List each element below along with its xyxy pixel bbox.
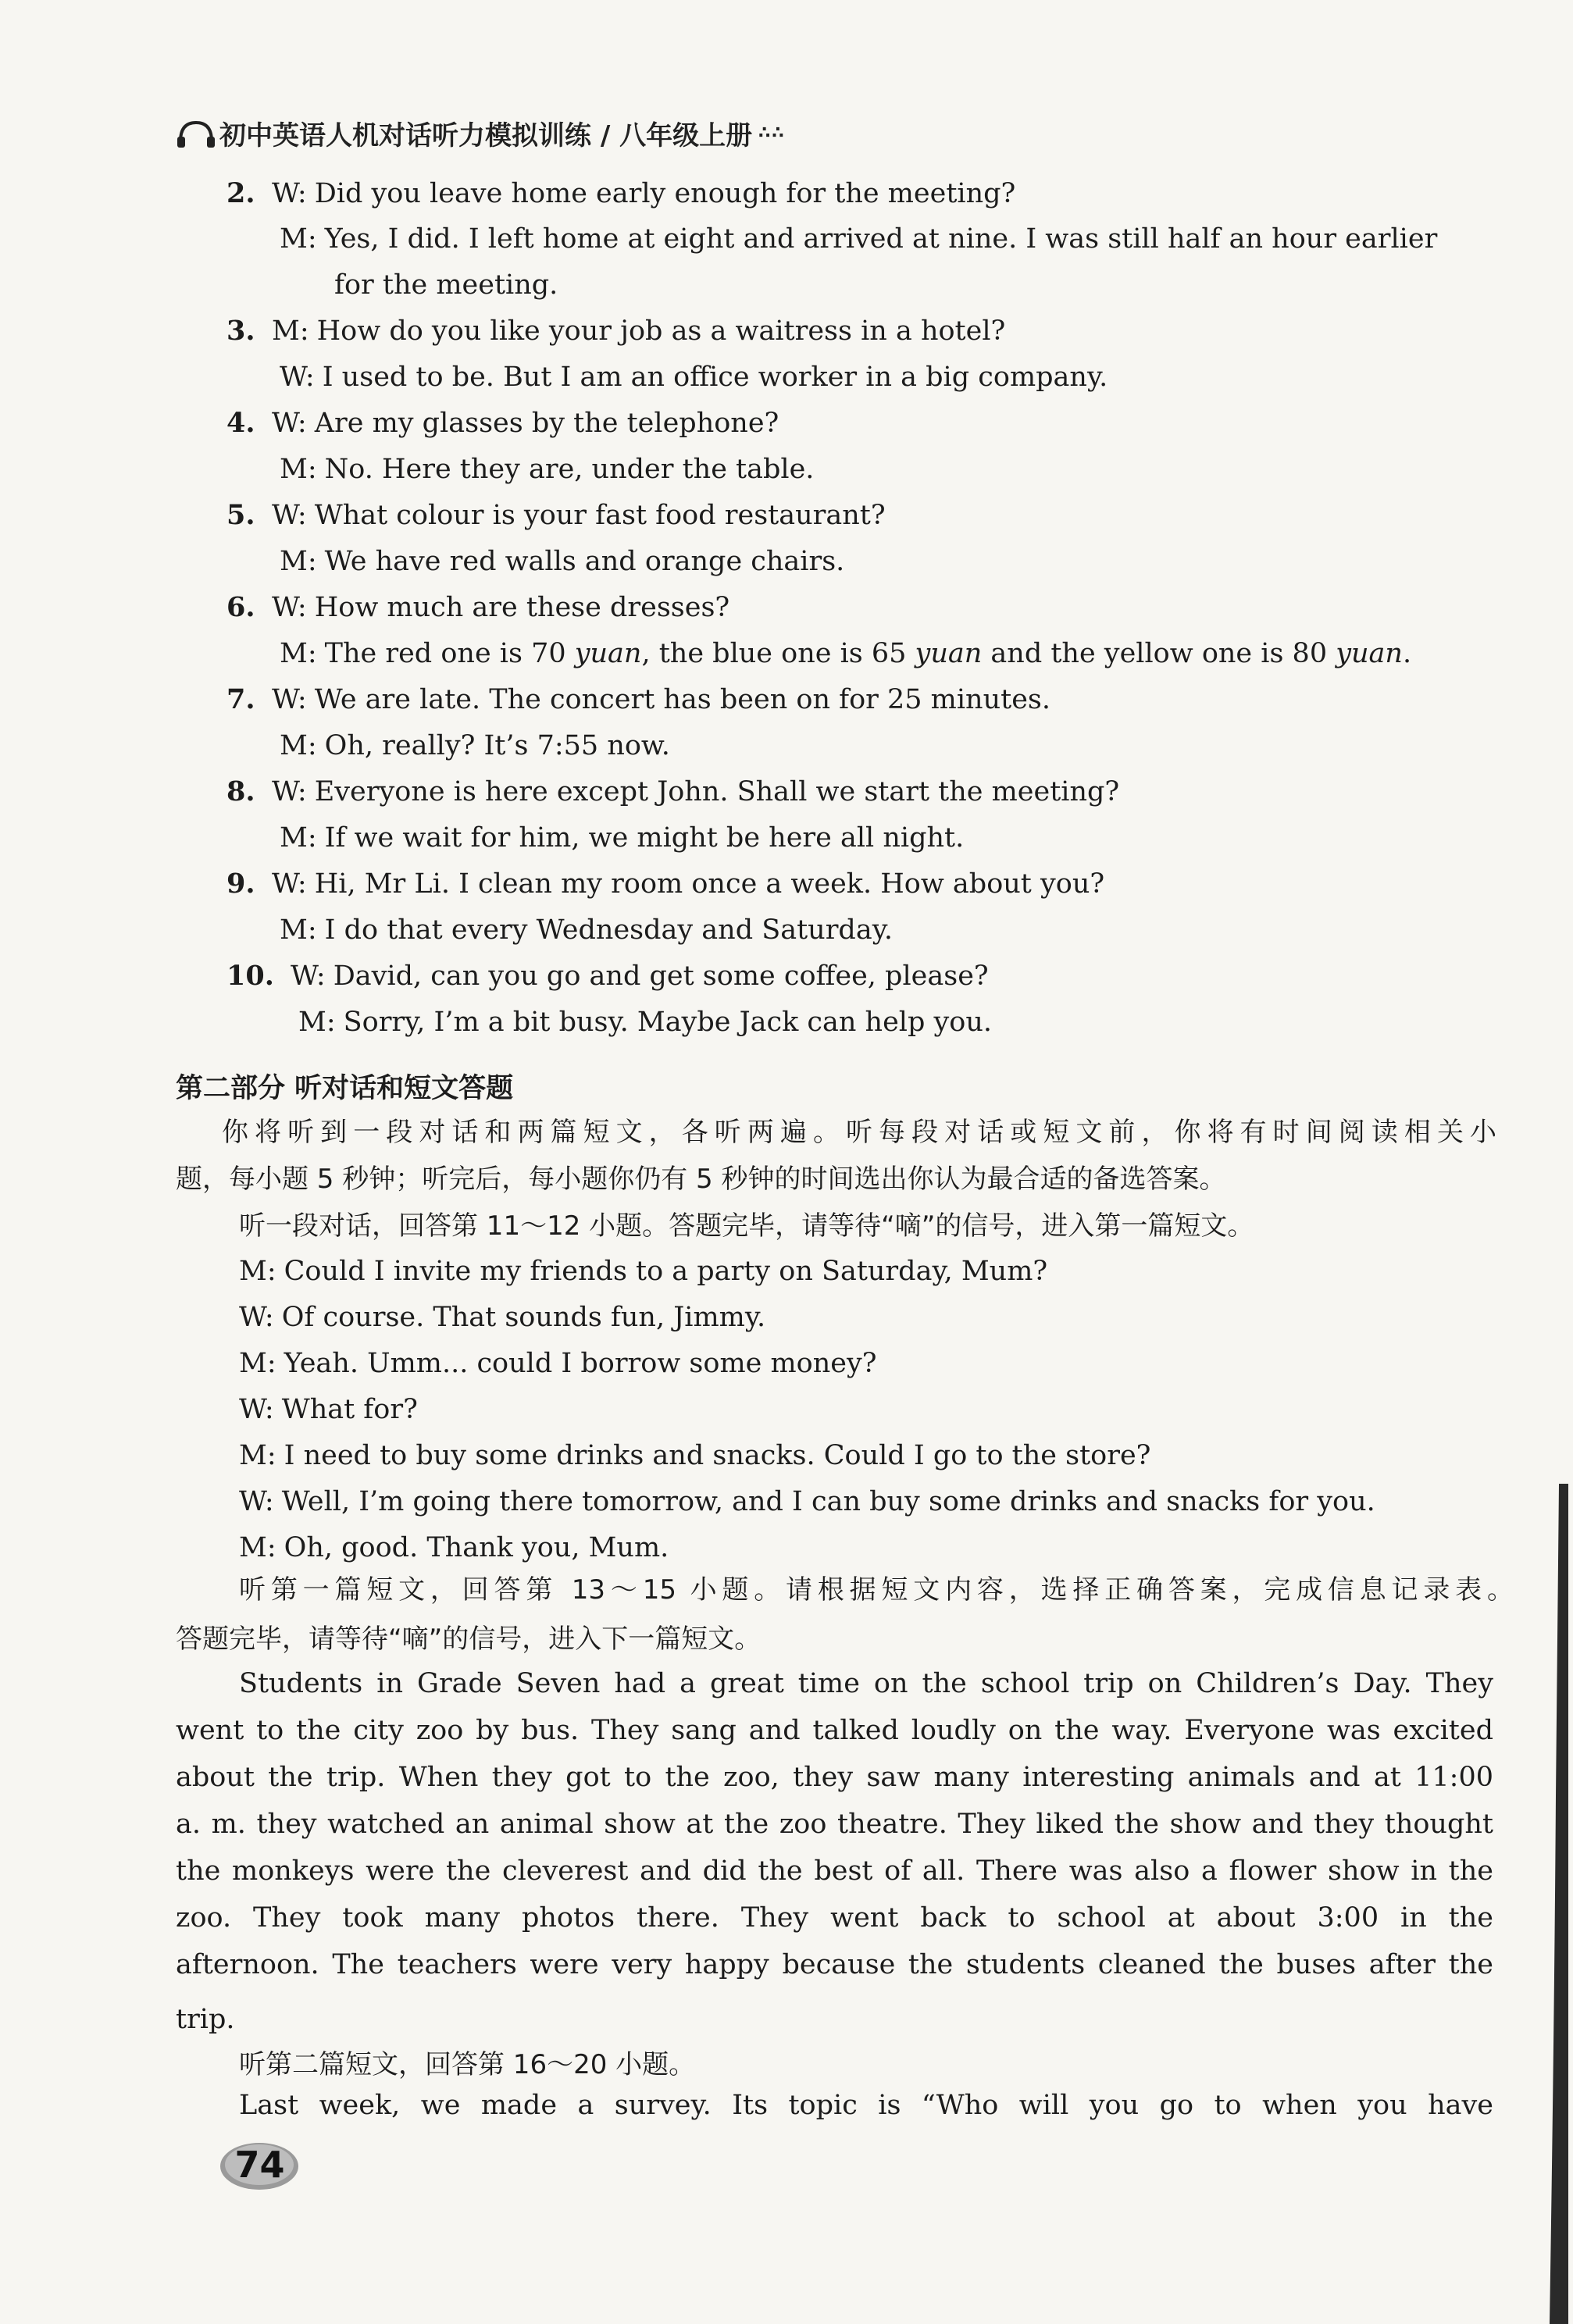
q5-line1: 5. W: What colour is your fast food restaurant? [226, 499, 886, 531]
passage1-line: went to the city zoo by bus. They sang and talked loudly on the way. Everyone was excited [176, 1715, 1493, 1746]
dialogue-line: W: What for? [239, 1394, 418, 1425]
section-heading: 第二部分 听对话和短文答题 [176, 1073, 514, 1104]
page-number-badge [219, 2138, 301, 2191]
passage1-last-line: trip. [176, 2004, 235, 2035]
dialogue-line: M: I need to buy some drinks and snacks. Could I go to the store? [239, 1440, 1151, 1471]
section-intro-line1: 你将听到一段对话和两篇短文，各听两遍。听每段对话或短文前，你将有时间阅读相关小 [222, 1117, 1496, 1148]
q2-line2: M: Yes, I did. I left home at eight and arrived at nine. I was still half an hour earlier [280, 223, 1438, 255]
dialogue-line: W: Well, I’m going there tomorrow, and I can buy some drinks and snacks for you. [239, 1486, 1375, 1517]
q10-line2: M: Sorry, I’m a bit busy. Maybe Jack can help you. [298, 1007, 993, 1038]
running-header [176, 114, 786, 152]
q3-line1: 3. M: How do you like your job as a waitress in a hotel? [226, 315, 1006, 347]
q6-line1: 6. W: How much are these dresses? [226, 591, 730, 623]
q10-line1: 10. W: David, can you go and get some coffee, please? [226, 960, 989, 992]
passage2-line: Last week, we made a survey. Its topic is “Who will you go to when you have [239, 2090, 1493, 2121]
q4-line1: 4. W: Are my glasses by the telephone? [226, 407, 779, 439]
scan-edge-shadow [1537, 1484, 1568, 2324]
passage1-intro-line2: 答题完毕，请等待“嘀”的信号，进入下一篇短文。 [176, 1624, 762, 1655]
q5-line2: M: We have red walls and orange chairs. [280, 546, 845, 577]
passage1-line: zoo. They took many photos there. They went back to school at about 3:00 in the [176, 1902, 1493, 1934]
q7-line2: M: Oh, really? It’s 7:55 now. [280, 730, 670, 761]
dialogue-line: M: Yeah. Umm... could I borrow some money? [239, 1348, 877, 1379]
passage1-line: about the trip. When they got to the zoo, they saw many interesting animals and at 11:00 [176, 1762, 1493, 1793]
q6-line2: M: The red one is 70 yuan, the blue one is 65 yuan and the yellow one is 80 yuan. [280, 638, 1412, 669]
q7-line1: 7. W: We are late. The concert has been on for 25 minutes. [226, 683, 1050, 715]
dialogue-intro: 听一段对话，回答第 11～12 小题。答题完毕，请等待“嘀”的信号，进入第一篇短文。 [239, 1210, 1254, 1242]
q9-line2: M: I do that every Wednesday and Saturday. [280, 914, 893, 946]
q9-line1: 9. W: Hi, Mr Li. I clean my room once a week. How about you? [226, 868, 1105, 900]
dialogue-line: M: Could I invite my friends to a party on Saturday, Mum? [239, 1256, 1048, 1287]
passage1-line: a. m. they watched an animal show at the zoo theatre. They liked the show and they thought [176, 1809, 1493, 1840]
passage1-intro-line1: 听第一篇短文，回答第 13～15 小题。请根据短文内容，选择正确答案，完成信息记录表。 [239, 1574, 1514, 1606]
dialogue-line: W: Of course. That sounds fun, Jimmy. [239, 1302, 766, 1333]
header-title: 初中英语人机对话听力模拟训练 / 八年级上册 [219, 120, 753, 151]
q2-line1: 2. W: Did you leave home early enough for the meeting? [226, 177, 1016, 209]
q3-line2: W: I used to be. But I am an office worker in a big company. [280, 362, 1108, 393]
q2-line3: for the meeting. [334, 269, 558, 301]
q8-line1: 8. W: Everyone is here except John. Shall we start the meeting? [226, 775, 1120, 807]
header-dots: ∴∴ [758, 123, 786, 143]
dialogue-line: M: Oh, good. Thank you, Mum. [239, 1532, 669, 1563]
q4-line2: M: No. Here they are, under the table. [280, 454, 815, 485]
passage1-line: Students in Grade Seven had a great time on the school trip on Children’s Day. They [239, 1668, 1493, 1699]
section-intro-line2: 题，每小题 5 秒钟；听完后，每小题你仍有 5 秒钟的时间选出你认为最合适的备选答案。 [176, 1164, 1226, 1195]
passage1-line: afternoon. The teachers were very happy because the students cleaned the buses after the [176, 1949, 1493, 1980]
q8-line2: M: If we wait for him, we might be here all night. [280, 822, 965, 854]
headphones-logo-icon [176, 118, 216, 149]
passage1-line: the monkeys were the cleverest and did the best of all. There was also a flower show in the [176, 1855, 1493, 1887]
passage2-intro: 听第二篇短文，回答第 16～20 小题。 [239, 2049, 696, 2080]
page-number: 74 [234, 2144, 285, 2186]
